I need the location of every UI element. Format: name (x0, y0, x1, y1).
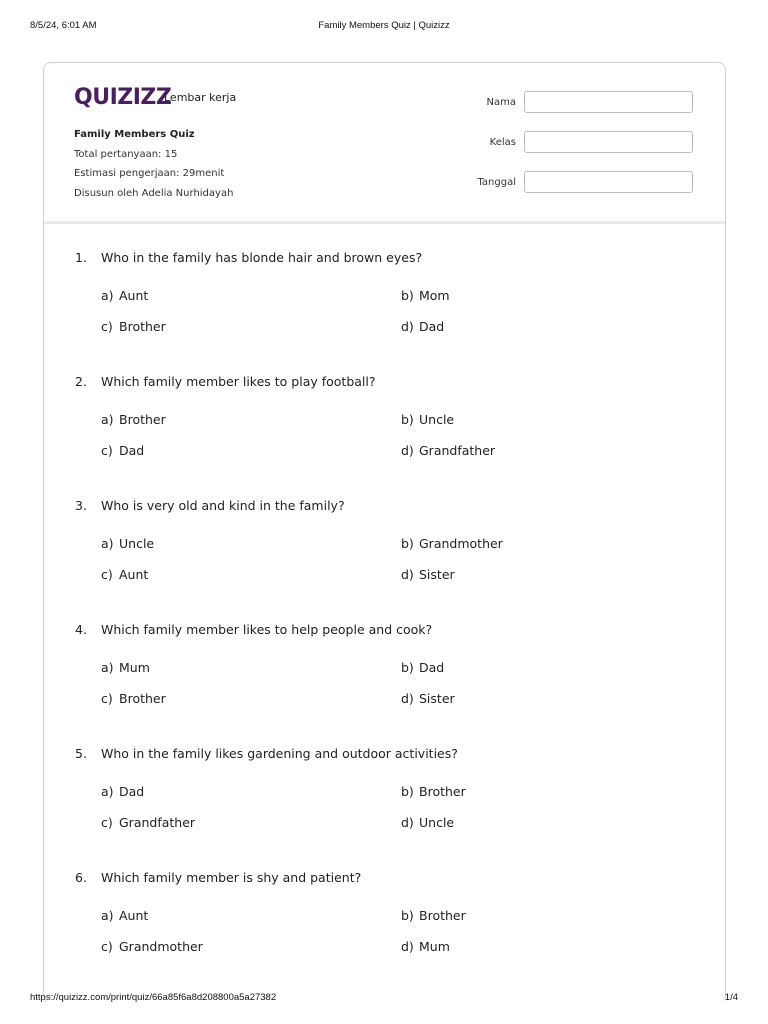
answer-option (401, 660, 444, 675)
option-letter: c) (101, 815, 113, 830)
quiz-title: Family Members Quiz (74, 129, 195, 140)
option-letter: c) (101, 567, 113, 582)
page-number: 1/4 (724, 992, 738, 1003)
option-letter: b) (401, 412, 414, 427)
question-number: 2. (75, 374, 87, 389)
question (44, 622, 725, 732)
time-estimate: Estimasi pengerjaan: 29menit (74, 168, 225, 179)
option-letter: b) (401, 660, 414, 675)
option-letter: c) (101, 939, 113, 954)
answer-option (401, 815, 454, 830)
option-text: Sister (419, 691, 455, 706)
option-text: Dad (119, 784, 145, 799)
option-letter: a) (101, 660, 114, 675)
answer-option (101, 412, 166, 427)
option-text: Mum (419, 939, 450, 954)
name-label: Nama (486, 97, 516, 108)
answer-option (101, 443, 144, 458)
print-datetime: 8/5/24, 6:01 AM (30, 20, 97, 31)
answer-option (401, 908, 466, 923)
option-text: Brother (119, 412, 166, 427)
answer-option (401, 443, 495, 458)
answer-option (101, 815, 195, 830)
question (44, 250, 725, 360)
answer-option (401, 691, 455, 706)
option-letter: d) (401, 691, 414, 706)
option-text: Brother (419, 908, 466, 923)
option-text: Grandfather (419, 443, 496, 458)
print-footer (0, 992, 768, 1006)
option-letter: a) (101, 288, 114, 303)
answer-option (101, 691, 166, 706)
option-letter: c) (101, 319, 113, 334)
option-letter: b) (401, 784, 414, 799)
answer-option (101, 288, 148, 303)
answer-option (101, 319, 166, 334)
print-url[interactable]: https://quizizz.com/print/quiz/66a85f6a8d208800a5a27382 (30, 992, 277, 1003)
option-text: Grandmother (119, 939, 203, 954)
answer-option (401, 567, 455, 582)
option-text: Brother (119, 691, 166, 706)
answer-option (401, 288, 450, 303)
option-letter: a) (101, 908, 114, 923)
question-number: 6. (75, 870, 87, 885)
class-field[interactable] (524, 131, 693, 153)
answer-option (101, 660, 150, 675)
question-text: Who is very old and kind in the family? (101, 498, 345, 513)
option-letter: d) (401, 815, 414, 830)
answer-option (101, 908, 148, 923)
question-number: 3. (75, 498, 87, 513)
option-text: Aunt (119, 908, 149, 923)
answer-option (101, 784, 144, 799)
question-number: 1. (75, 250, 87, 265)
option-text: Aunt (119, 288, 149, 303)
answer-option (401, 784, 466, 799)
option-letter: c) (101, 443, 113, 458)
option-text: Sister (419, 567, 455, 582)
answer-option (101, 567, 148, 582)
answer-option (101, 536, 154, 551)
question (44, 498, 725, 608)
option-text: Brother (419, 784, 466, 799)
quizizz-logo (74, 83, 171, 113)
option-letter: a) (101, 412, 114, 427)
option-text: Dad (419, 660, 445, 675)
question-text: Which family member likes to help people and cook? (101, 622, 433, 637)
option-letter: b) (401, 288, 414, 303)
date-label: Tanggal (477, 177, 516, 188)
option-text: Grandmother (419, 536, 503, 551)
option-text: Uncle (119, 536, 155, 551)
option-letter: b) (401, 536, 414, 551)
sheet-type-label: Lembar kerja (164, 91, 237, 104)
option-letter: d) (401, 939, 414, 954)
option-text: Dad (119, 443, 145, 458)
option-text: Mum (119, 660, 150, 675)
name-field[interactable] (524, 91, 693, 113)
worksheet (43, 62, 726, 1003)
question (44, 374, 725, 484)
question-text: Which family member likes to play football? (101, 374, 376, 389)
answer-option (401, 939, 450, 954)
question (44, 870, 725, 980)
quiz-meta (74, 125, 233, 203)
option-letter: d) (401, 319, 414, 334)
question-text: Which family member is shy and patient? (101, 870, 362, 885)
print-title: Family Members Quiz | Quizizz (318, 20, 450, 31)
question-text: Who in the family likes gardening and outdoor activities? (101, 746, 458, 761)
worksheet-header (44, 63, 725, 224)
option-letter: b) (401, 908, 414, 923)
logo-text: QUIZIZZ (74, 85, 172, 110)
option-text: Grandfather (119, 815, 196, 830)
question-text: Who in the family has blonde hair and brown eyes? (101, 250, 423, 265)
option-text: Uncle (419, 412, 455, 427)
question-number: 5. (75, 746, 87, 761)
total-questions: Total pertanyaan: 15 (74, 148, 178, 160)
question-number: 4. (75, 622, 87, 637)
option-letter: a) (101, 536, 114, 551)
answer-option (101, 939, 203, 954)
class-label: Kelas (489, 137, 516, 148)
quiz-author: Disusun oleh Adelia Nurhidayah (74, 187, 234, 199)
answer-option (401, 319, 444, 334)
option-text: Brother (119, 319, 166, 334)
option-letter: d) (401, 567, 414, 582)
answer-option (401, 536, 503, 551)
option-letter: d) (401, 443, 414, 458)
option-letter: a) (101, 784, 114, 799)
option-text: Uncle (419, 815, 455, 830)
option-text: Mom (419, 288, 450, 303)
option-text: Aunt (119, 567, 149, 582)
print-header (0, 20, 768, 34)
question (44, 746, 725, 856)
answer-option (401, 412, 454, 427)
date-field[interactable] (524, 171, 693, 193)
option-letter: c) (101, 691, 113, 706)
option-text: Dad (419, 319, 445, 334)
